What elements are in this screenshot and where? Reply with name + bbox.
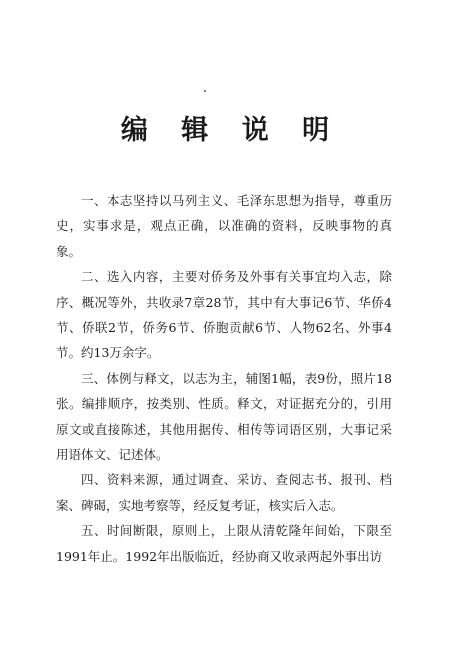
- paragraph-3: 三、体例与释文，以志为主，辅图1幅，表9份，照片18张。编排顺序，按类别、性质。释文，对证据充分的，引用原文或直接陈述，其他用据传、相传等词语区别，大事记采用语体文、记述体。: [56, 370, 392, 463]
- page-title: 编 辑 说 明: [120, 115, 342, 146]
- paragraph-2: 二、选入内容，主要对侨务及外事有关事宜均入志，除序、概况等外，共收录7章28节，其中有大事记6节、华侨4节、侨联2节，侨务6节、侨胞贡献6节、人物62名、外事4节。约13万余字。: [56, 269, 392, 361]
- scan-speck: [204, 90, 206, 92]
- paragraph-1: 一、本志坚持以马列主义、毛泽东思想为指导，尊重历史，实事求是，观点正确，以准确的资料，反映事物的真象。: [56, 193, 392, 259]
- paragraph-4: 四、资料来源，通过调查、采访、查阅志书、报刊、档案、碑碣，实地考察等，经反复考证，核实后入志。: [56, 472, 392, 513]
- paragraph-5: 五、时间断限，原则上，上限从清乾隆年间始，下限至1991年止。1992年出版临近，经协商又收录两起外事出访: [56, 523, 392, 564]
- document-body: [56, 188, 392, 569]
